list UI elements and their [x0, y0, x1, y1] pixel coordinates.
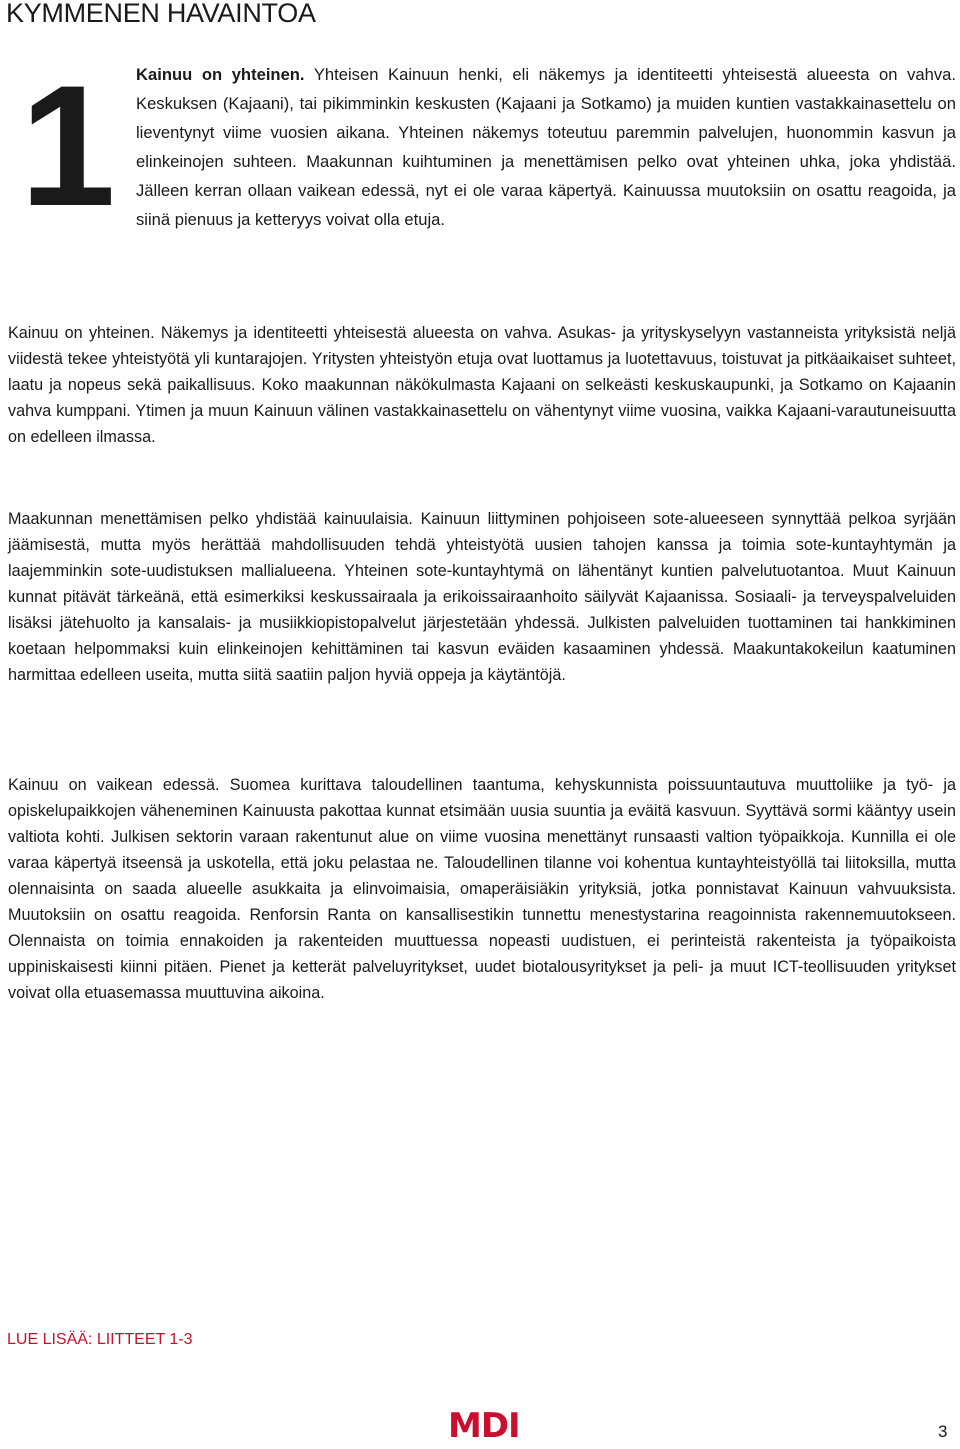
body-paragraph-menettamisen-pelko: Maakunnan menettämisen pelko yhdistää kainuulaisia. Kainuun liittyminen pohjoiseen sote-alueeseen synnyttää pelkoa syrjään jäämisestä, mutta myös herättää mahdollisuuden tehdä yhteistyötä uusien tahojen kanssa ja toimia sote-kuntayhtymän ja laajemminkin sote-uudistuksen mallialueena. Yhteinen sote-kuntayhtymä on lähentänyt kuntien palvelutuotantoa. Muut Kainuun kunnat pitävät tärkeänä, että esimerkiksi keskussairaala ja erikoissairaanhoito säilyvät Kajaanissa. Sosiaali- ja terveyspalveluiden lisäksi jätehuolto ja kansalais- ja musiikkiopistopalvelut järjestetään yhdessä. Julkisten palveluiden tuottaminen tai hankkiminen koetaan helpommaksi kuin elinkeinojen kehittäminen tai kasvun eväiden kasaaminen yhdessä. Maakuntakokeilun kaatuminen harmittaa edelleen useita, mutta siitä saatiin paljon hyviä oppeja ja käytäntöjä.	[8, 510, 956, 684]
page-number: 3	[938, 1422, 948, 1441]
lead-text: Yhteisen Kainuun henki, eli näkemys ja identiteetti yhteisestä alueesta on vahva. Keskuksen (Kajaani), tai pikimminkin keskusten (Kajaani ja Sotkamo) ja muiden kuntien vastakkainasettelu on lieventynyt viime vuosien aikana. Yhteinen näkemys toteutuu paremmin palvelujen, huonommin kasvun ja elinkeinojen suhteen. Maakunnan kuihtuminen ja menettämisen pelko ovat yhteinen uhka, joka yhdistää. Jälleen kerran ollaan vaikean edessä, nyt ei ole varaa käpertyä. Kainuussa muutoksiin on osattu reagoida, ja siinä pienuus ja ketteryys voivat olla etuja.	[136, 65, 956, 229]
section-number: 1	[20, 50, 112, 242]
body-paragraph-yhteinen: Kainuu on yhteinen. Näkemys ja identiteetti yhteisestä alueesta on vahva. Asukas- ja yrityskyselyyn vastanneista yrityksistä neljä viidestä tekee yhteistyötä yli kuntarajojen. Yritysten yhteistyön etuja ovat luottamus ja luotettavuus, toistuvat ja pitkäaikaiset suhteet, laatu ja nopeus sekä paikallisuus. Koko maakunnan näkökulmasta Kajaani on selkeästi keskuskaupunki, ja Sotkamo on Kajaanin vahva kumppani. Ytimen ja muun Kainuun välinen vastakkainasettelu on vähentynyt viime vuosina, vaikka Kajaani-varautuneisuutta on edelleen ilmassa.	[8, 324, 956, 446]
lead-heading: Kainuu on yhteinen.	[136, 65, 305, 84]
read-more-link[interactable]: LUE LISÄÄ: LIITTEET 1-3	[7, 1331, 193, 1348]
mdi-logo: MDI	[448, 1406, 520, 1446]
page-title: KYMMENEN HAVAINTOA	[6, 0, 316, 28]
lead-summary	[136, 60, 956, 234]
body-paragraph-vaikean-edessa: Kainuu on vaikean edessä. Suomea kurittava taloudellinen taantuma, kehyskunnista poissuuntautuva muuttoliike ja työ- ja opiskelupaikkojen väheneminen Kainuusta pakottaa kunnat etsimään uusia suuntia ja eväitä kasvuun. Syyttävä sormi kääntyy usein valtiota kohti. Julkisen sektorin varaan rakentunut alue on viime vuosina menettänyt runsaasti valtion työpaikkoja. Kunnilla ei ole varaa käpertyä itseensä ja uskotella, että joku pelastaa ne. Taloudellinen tilanne voi kohentua kuntayhteistyöllä tai liitoksilla, mutta olennaisinta on saada alueelle asukkaita ja elinvoimaisia, omaperäisiäkin yrityksiä, jotka ponnistavat Kainuun vahvuuksista. Muutoksiin on osattu reagoida. Renforsin Ranta on kansallisestikin tunnettu menestystarina reagoinnista rakennemuutokseen. Olennaista on toimia ennakoiden ja rakenteiden muuttuessa nopeasti uudistuen, ei perinteistä rakenteista ja työpaikoista uppiniskaisesti kiinni pitäen. Pienet ja ketterät palveluyritykset, uudet biotalousyritykset ja peli- ja muut ICT-teollisuuden yritykset voivat olla etuasemassa muuttuvina aikoina.	[8, 776, 956, 1002]
